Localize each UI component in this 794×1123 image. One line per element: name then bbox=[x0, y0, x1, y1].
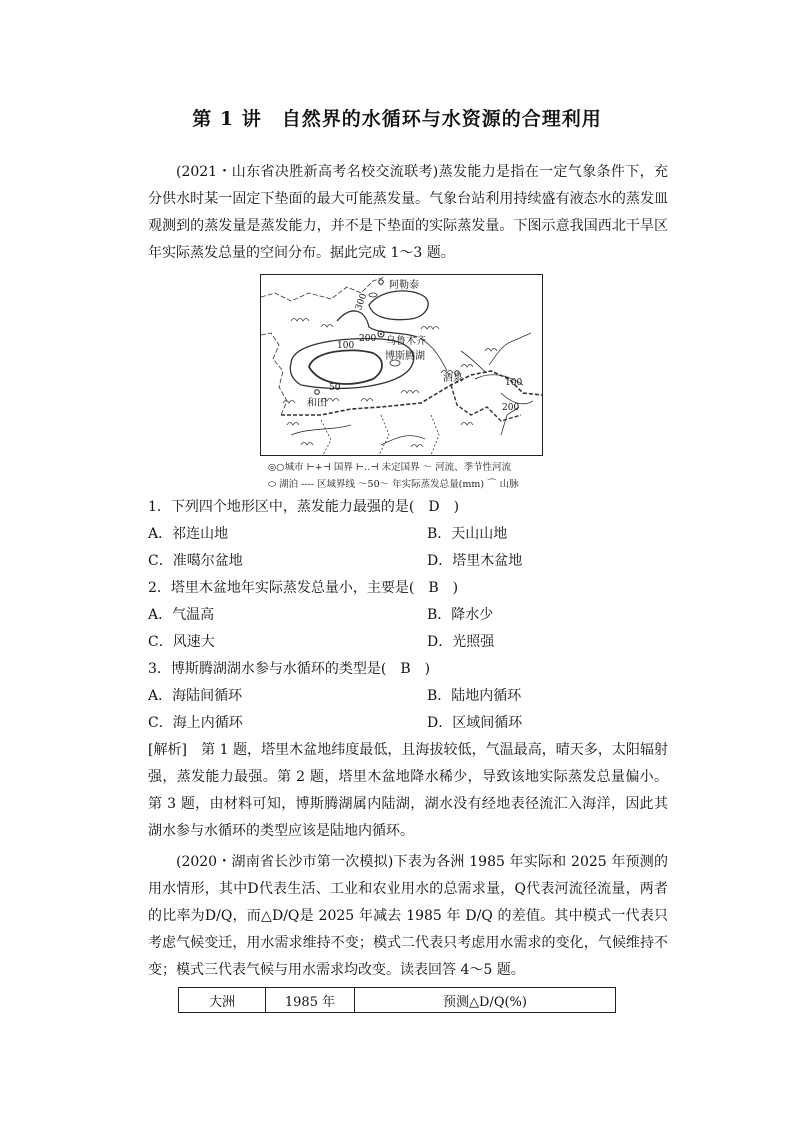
contour-label-50: 50 bbox=[329, 383, 341, 393]
evaporation-map bbox=[260, 274, 543, 456]
question-3-option-b: B．陆地内循环 bbox=[427, 688, 522, 704]
question-3-option-d: D．区域间循环 bbox=[427, 715, 523, 731]
question-1-stem: 1．下列四个地形区中，蒸发能力最强的是( D ) bbox=[148, 499, 460, 515]
map-label-jiuquan: 酒泉 bbox=[443, 373, 463, 384]
map-label-hotan: 和田 bbox=[307, 398, 327, 409]
map-legend-row-1: ◎○城市 ⊢+⊣ 国界 ⊢‥⊣ 未定国界 〜 河流、季节性河流 bbox=[268, 462, 512, 473]
table-header-prediction: 预测△D/Q(%) bbox=[355, 988, 616, 1013]
map-label-urumqi: 乌鲁木齐 bbox=[386, 336, 426, 347]
contour-label-200-east: 200 bbox=[502, 403, 520, 413]
question-1-option-c: C．准噶尔盆地 bbox=[148, 553, 243, 569]
intro-paragraph-1: (2021・山东省决胜新高考名校交流联考)蒸发能力是指在一定气象条件下，充分供水时某一固定下垫面的最大可能蒸发量。气象台站利用持续盛有液态水的蒸发皿观测到的蒸发量是蒸发能力，并不是下垫面的实际蒸发量。下图示意我国西北干旱区年实际蒸发总量的空间分布。据此完成 1～3 题。 bbox=[148, 164, 668, 261]
question-1-option-b: B．天山山地 bbox=[427, 526, 508, 542]
map-label-bosten: 博斯腾湖 bbox=[385, 351, 425, 362]
table-header-1985: 1985 年 bbox=[266, 988, 355, 1013]
question-2-option-d: D．光照强 bbox=[427, 634, 495, 650]
map-figure bbox=[261, 275, 542, 455]
intro-paragraph-2: (2020・湖南省长沙市第一次模拟)下表为各洲 1985 年实际和 2025 年预测的用水情形，其中D代表生活、工业和农业用水的总需求量，Q代表河流径流量，两者的比率为D/Q，而△D/Q是 2025 年减去 1985 年 D/Q 的差值。其中模式一代表只考虑气候变迁，用水需求维持不变；模式二代表只考虑用水需求的变化，气候维持不变；模式三代表气候与用水需求均改变。读表回答 4～5 题。 bbox=[148, 854, 668, 978]
water-use-table bbox=[178, 987, 616, 1013]
contour-label-100: 100 bbox=[337, 341, 355, 351]
map-label-altay: 阿勒泰 bbox=[389, 280, 419, 291]
page-title: 第 1 讲 自然界的水循环与水资源的合理利用 bbox=[192, 108, 602, 130]
question-2-stem: 2．塔里木盆地年实际蒸发总量小，主要是( B ) bbox=[148, 580, 459, 596]
contour-label-300: 300 bbox=[353, 292, 370, 312]
contour-label-200: 200 bbox=[359, 334, 377, 344]
question-3-stem: 3．博斯腾湖湖水参与水循环的类型是( B ) bbox=[148, 661, 431, 677]
contour-label-100-east: 100 bbox=[505, 378, 523, 388]
question-2-option-a: A．气温高 bbox=[148, 607, 215, 623]
question-3-option-a: A．海陆间循环 bbox=[148, 688, 243, 704]
question-3-option-c: C．海上内循环 bbox=[148, 715, 243, 731]
table-header-continent: 大洲 bbox=[179, 988, 266, 1013]
question-1-option-a: A．祁连山地 bbox=[148, 526, 229, 542]
question-2-option-b: B．降水少 bbox=[427, 607, 494, 623]
analysis-paragraph: [解析] 第 1 题，塔里木盆地纬度最低，且海拔较低，气温最高，晴天多，太阳辐射强，蒸发能力最强。第 2 题，塔里木盆地降水稀少，导致该地实际蒸发总量偏小。第 3 题，由材料可知，博斯腾湖属内陆湖，湖水没有经地表径流汇入海洋，因此其湖水参与水循环的类型应该是陆地内循环。 bbox=[148, 742, 668, 839]
question-2-option-c: C．风速大 bbox=[148, 634, 215, 650]
map-legend-row-2: ⬭ 湖泊 ---- 区域界线 ～50～ 年实际蒸发总量(mm) ⌒ 山脉 bbox=[268, 479, 519, 490]
table-header-row bbox=[179, 988, 616, 1013]
question-1-option-d: D．塔里木盆地 bbox=[427, 553, 523, 569]
